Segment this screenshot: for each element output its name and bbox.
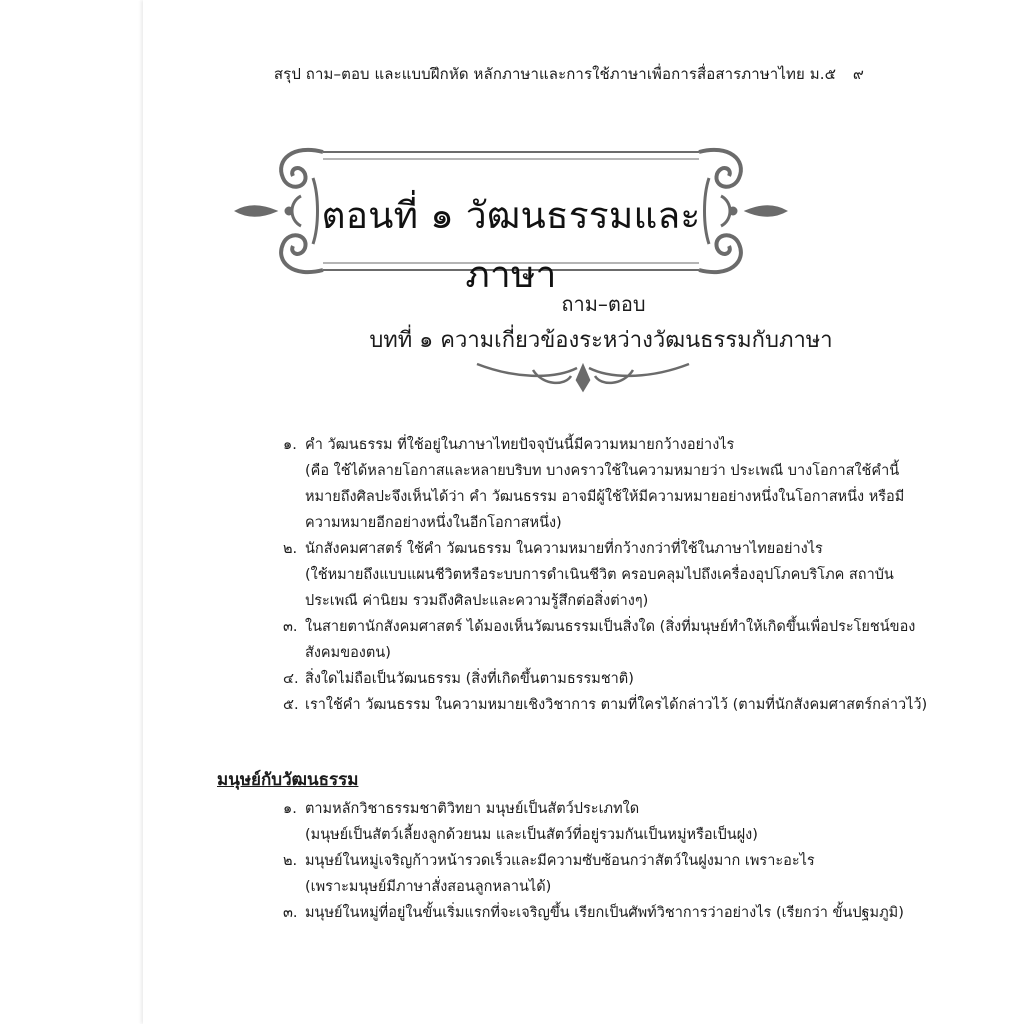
answer-text: (สิ่งที่เกิดขึ้นตามธรรมชาติ)	[465, 671, 634, 687]
answer-text: (เพราะมนุษย์มีภาษาสั่งสอนลูกหลานได้)	[305, 879, 552, 895]
question-text: สิ่งใดไม่ถือเป็นวัฒนธรรม	[305, 671, 461, 687]
answer-text: (สิ่งที่มนุษย์ทำให้เกิดขึ้นเพื่อประโยชน์ของสังคมของตน)	[305, 619, 916, 661]
item-number: ๓.	[283, 619, 298, 635]
list-item	[283, 666, 933, 692]
question-list-2	[283, 796, 933, 926]
question-list	[283, 432, 933, 718]
list-item	[283, 796, 933, 848]
list-item	[283, 900, 933, 926]
item-number: ๓.	[283, 905, 298, 921]
running-head	[143, 62, 1024, 86]
book-page	[143, 0, 1024, 1024]
list-item	[283, 848, 933, 900]
page-gutter	[0, 0, 143, 1024]
page-number: ๙	[852, 65, 864, 83]
answer-text: (ตามที่นักสังคมศาสตร์กล่าวไว้)	[732, 697, 928, 713]
answer-text: (มนุษย์เป็นสัตว์เลี้ยงลูกด้วยนม และเป็นสัตว์ที่อยู่รวมกันเป็นหมู่หรือเป็นฝูง)	[305, 827, 758, 843]
part-title: ตอนที่ ๑ วัฒนธรรมและภาษา	[321, 194, 701, 296]
chapter-title: บทที่ ๑ ความเกี่ยวข้องระหว่างวัฒนธรรมกับภาษา	[369, 328, 833, 353]
answer-text: (คือ ใช้ได้หลายโอกาสและหลายบริบท บางคราวใช้ในความหมายว่า ประเพณี บางโอกาสใช้คำนี้หมายถึงศิลปะจึงเห็นได้ว่า คำ วัฒนธรรม อาจมีผู้ใช้ให้มีความหมายอย่างหนึ่งในโอกาสหนึ่ง หรือมีความหมายอีกอย่างหนึ่งในอีกโอกาสหนึ่ง)	[305, 463, 905, 531]
list-item	[283, 432, 933, 536]
divider-flourish-icon	[473, 358, 693, 394]
question-text: คำ วัฒนธรรม ที่ใช้อยู่ในภาษาไทยปัจจุบันนี้มีความหมายกว้างอย่างไร	[305, 437, 735, 453]
question-text: ตามหลักวิชาธรรมชาติวิทยา มนุษย์เป็นสัตว์ประเภทใด	[305, 801, 640, 817]
list-item	[283, 614, 933, 666]
item-number: ๑.	[283, 437, 297, 453]
item-number: ๒.	[283, 541, 298, 557]
item-number: ๑.	[283, 801, 297, 817]
question-text: มนุษย์ในหมู่เจริญก้าวหน้ารวดเร็วและมีความซับซ้อนกว่าสัตว์ในฝูงมาก เพราะอะไร	[305, 853, 815, 869]
qa-label: ถาม–ตอบ	[561, 292, 646, 316]
item-number: ๕.	[283, 697, 299, 713]
question-text: นักสังคมศาสตร์ ใช้คำ วัฒนธรรม ในความหมายที่กว้างกว่าที่ใช้ในภาษาไทยอย่างไร	[305, 541, 823, 557]
item-number: ๒.	[283, 853, 298, 869]
section-subheading: มนุษย์กับวัฒนธรรม	[217, 770, 359, 790]
answer-text: (ใช้หมายถึงแบบแผนชีวิตหรือระบบการดำเนินชีวิต ครอบคลุมไปถึงเครื่องอุปโภคบริโภค สถาบัน ประเพณี ค่านิยม รวมถึงศิลปะและความรู้สึกต่อสิ่งต่างๆ)	[305, 567, 894, 609]
question-text: ในสายตานักสังคมศาสตร์ ได้มองเห็นวัฒนธรรมเป็นสิ่งใด	[305, 619, 656, 635]
question-text: มนุษย์ในหมู่ที่อยู่ในขั้นเริ่มแรกที่จะเจริญขึ้น เรียกเป็นศัพท์วิชาการว่าอย่างไร	[305, 905, 772, 921]
list-item	[283, 692, 933, 718]
running-head-text: สรุป ถาม–ตอบ และแบบฝึกหัด หลักภาษาและการใช้ภาษาเพื่อการสื่อสารภาษาไทย ม.๕	[273, 65, 837, 83]
item-number: ๔.	[283, 671, 299, 687]
question-text: เราใช้คำ วัฒนธรรม ในความหมายเชิงวิชาการ ตามที่ใครได้กล่าวไว้	[305, 697, 728, 713]
answer-text: (เรียกว่า ขั้นปฐมภูมิ)	[775, 905, 904, 921]
list-item	[283, 536, 933, 614]
part-title-banner	[231, 138, 791, 298]
